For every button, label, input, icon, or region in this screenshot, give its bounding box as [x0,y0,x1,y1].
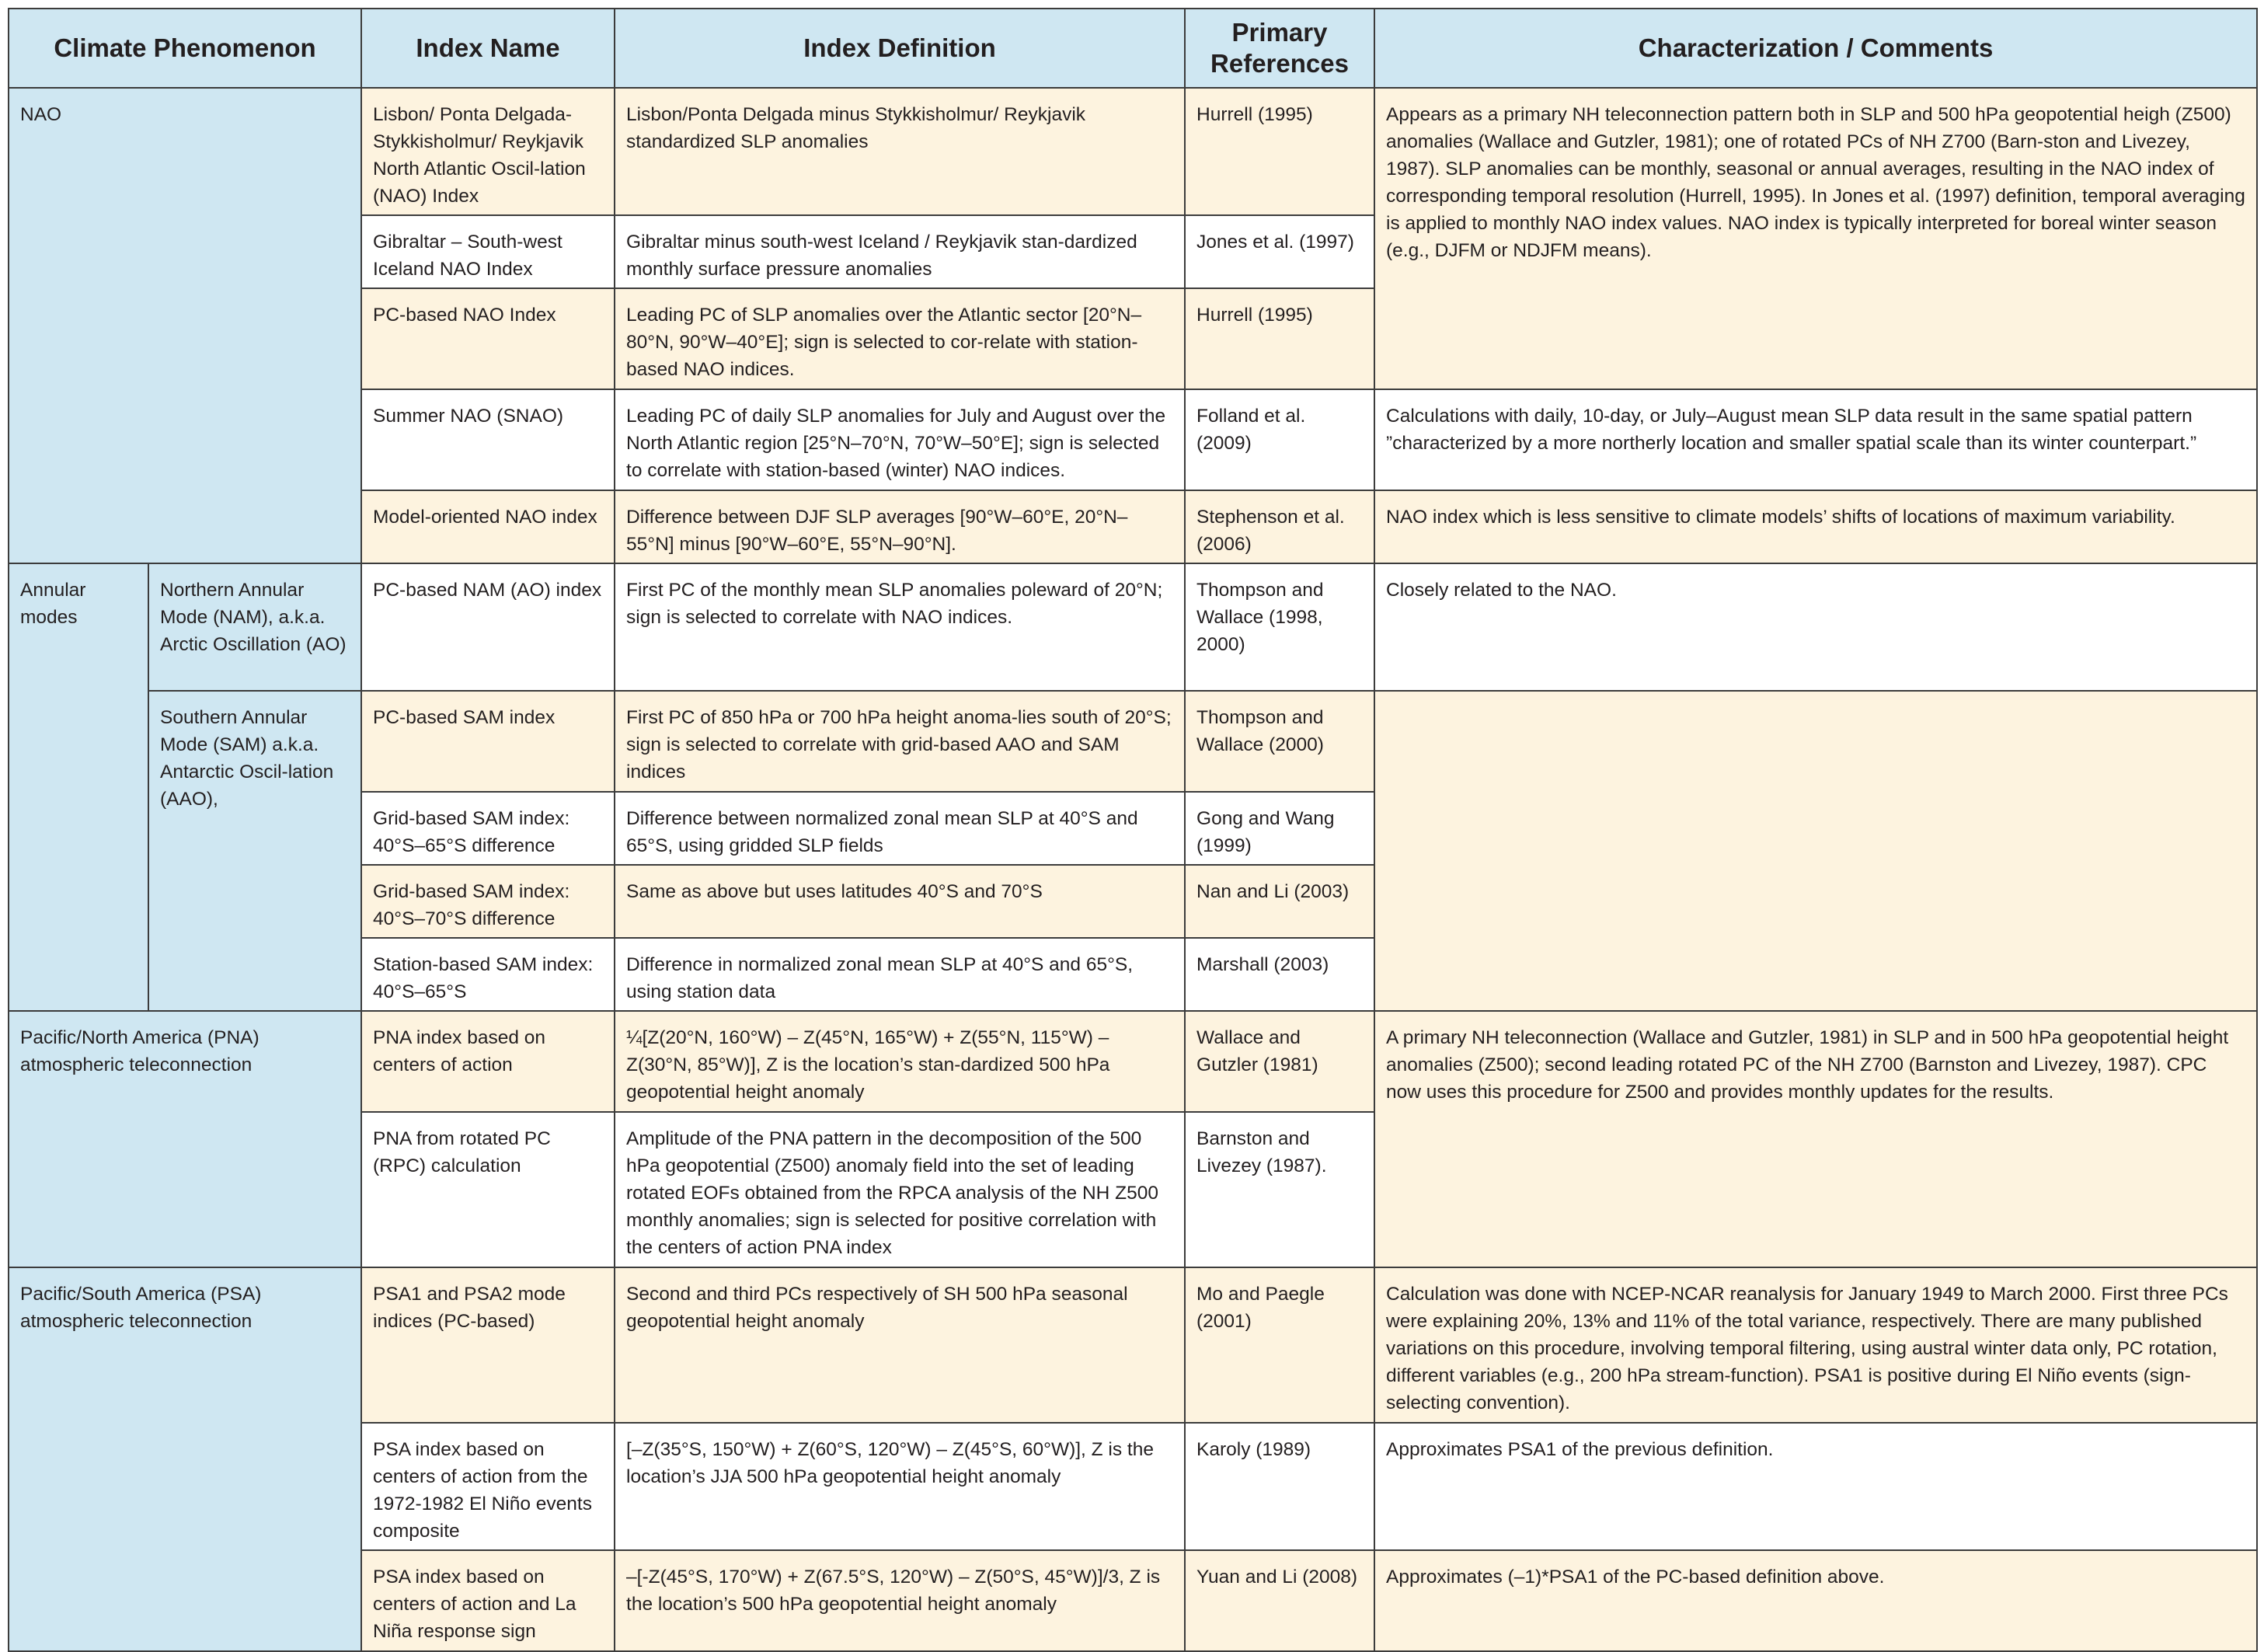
reference-cell: Folland et al. (2009) [1185,389,1374,490]
reference-cell: Mo and Paegle (2001) [1185,1267,1374,1423]
definition-cell: First PC of the monthly mean SLP anomalies poleward of 20°N; sign is selected to correlate with NAO indices. [615,563,1185,691]
reference-cell: Jones et al. (1997) [1185,215,1374,288]
index-name-cell: PC-based SAM index [361,691,615,792]
reference-cell: Wallace and Gutzler (1981) [1185,1011,1374,1112]
reference-cell: Nan and Li (2003) [1185,865,1374,938]
header-comments: Characterization / Comments [1374,9,2257,88]
definition-cell: Same as above but uses latitudes 40°S and 70°S [615,865,1185,938]
reference-cell: Karoly (1989) [1185,1423,1374,1550]
definition-cell: Leading PC of daily SLP anomalies for July and August over the North Atlantic region [25°N–70°N, 70°W–50°E]; sign is selected to correlate with station-based (winter) NAO indices. [615,389,1185,490]
definition-cell: Amplitude of the PNA pattern in the decomposition of the 500 hPa geopotential (Z500) anomaly field into the set of leading rotated EOFs obtained from the RPCA analysis of the NH Z500 monthly anomalies; sign is selected for positive correlation with the centers of action PNA index [615,1112,1185,1267]
index-name-cell: PC-based NAO Index [361,288,615,389]
definition-cell: [–Z(35°S, 150°W) + Z(60°S, 120°W) – Z(45°S, 60°W)], Z is the location’s JJA 500 hPa geopotential height anomaly [615,1423,1185,1550]
definition-cell: Lisbon/Ponta Delgada minus Stykkisholmur/ Reykjavik standardized SLP anomalies [615,88,1185,215]
header-index-name: Index Name [361,9,615,88]
table-row [9,88,2257,215]
reference-cell: Yuan and Li (2008) [1185,1550,1374,1651]
climate-index-table [8,8,2258,1652]
reference-cell: Hurrell (1995) [1185,88,1374,215]
reference-cell: Thompson and Wallace (1998, 2000) [1185,563,1374,691]
definition-cell: –[-Z(45°S, 170°W) + Z(67.5°S, 120°W) – Z(50°S, 45°W)]/3, Z is the location’s 500 hPa geopotential height anomaly [615,1550,1185,1651]
group-annular-modes: Annular modes [9,563,148,1011]
header-phenomenon: Climate Phenomenon [9,9,361,88]
reference-cell: Hurrell (1995) [1185,288,1374,389]
comment-cell-psa2: Approximates PSA1 of the previous definition. [1374,1423,2257,1550]
index-name-cell: Grid-based SAM index: 40°S–70°S difference [361,865,615,938]
comment-cell-model: NAO index which is less sensitive to climate models’ shifts of locations of maximum variability. [1374,490,2257,563]
comment-cell-sam [1374,691,2257,1011]
header-references: Primary References [1185,9,1374,88]
index-name-cell: Station-based SAM index: 40°S–65°S [361,938,615,1011]
definition-cell: First PC of 850 hPa or 700 hPa height anoma-lies south of 20°S; sign is selected to correlate with grid-based AAO and SAM indices [615,691,1185,792]
definition-cell: ¼[Z(20°N, 160°W) – Z(45°N, 165°W) + Z(55°N, 115°W) – Z(30°N, 85°W)], Z is the location’s stan-dardized 500 hPa geopotential height anomaly [615,1011,1185,1112]
reference-cell: Marshall (2003) [1185,938,1374,1011]
comment-cell-psa1: Calculation was done with NCEP-NCAR reanalysis for January 1949 to March 2000. First three PCs were explaining 20%, 13% and 11% of the total variance, respectively. There are many published variations on this procedure, involving temporal filtering, using austral winter data only, PC rotation, different variables (e.g., 200 hPa stream-function). PSA1 is positive during El Niño events (sign-selecting convention). [1374,1267,2257,1423]
index-name-cell: Grid-based SAM index: 40°S–65°S difference [361,792,615,865]
comment-cell-psa3: Approximates (–1)*PSA1 of the PC-based definition above. [1374,1550,2257,1651]
table-row [9,1011,2257,1112]
index-name-cell: PSA index based on centers of action from the 1972-1982 El Niño events composite [361,1423,615,1550]
subgroup-sam: Southern Annular Mode (SAM) a.k.a. Antarctic Oscil-lation (AAO), [148,691,361,1011]
group-psa: Pacific/South America (PSA) atmospheric teleconnection [9,1267,361,1651]
index-name-cell: PSA1 and PSA2 mode indices (PC-based) [361,1267,615,1423]
reference-cell: Stephenson et al. (2006) [1185,490,1374,563]
header-definition: Index Definition [615,9,1185,88]
header-row [9,9,2257,88]
table-row [9,563,2257,691]
index-name-cell: Lisbon/ Ponta Delgada-Stykkisholmur/ Reykjavik North Atlantic Oscil-lation (NAO) Index [361,88,615,215]
subgroup-nam: Northern Annular Mode (NAM), a.k.a. Arctic Oscillation (AO) [148,563,361,691]
comment-cell-pna: A primary NH teleconnection (Wallace and Gutzler, 1981) in SLP and in 500 hPa geopotential height anomalies (Z500); second leading rotated PC of the NH Z700 (Barnston and Livezey, 1987). CPC now uses this procedure for Z500 and provides monthly updates for the results. [1374,1011,2257,1267]
index-name-cell: Model-oriented NAO index [361,490,615,563]
group-nao: NAO [9,88,361,563]
definition-cell: Difference between normalized zonal mean SLP at 40°S and 65°S, using gridded SLP fields [615,792,1185,865]
index-name-cell: PNA from rotated PC (RPC) calculation [361,1112,615,1267]
index-name-cell: Gibraltar – South-west Iceland NAO Index [361,215,615,288]
group-pna: Pacific/North America (PNA) atmospheric teleconnection [9,1011,361,1267]
reference-cell: Gong and Wang (1999) [1185,792,1374,865]
definition-cell: Difference between DJF SLP averages [90°W–60°E, 20°N–55°N] minus [90°W–60°E, 55°N–90°N]. [615,490,1185,563]
definition-cell: Difference in normalized zonal mean SLP at 40°S and 65°S, using station data [615,938,1185,1011]
index-name-cell: PNA index based on centers of action [361,1011,615,1112]
comment-cell-nam: Closely related to the NAO. [1374,563,2257,691]
index-name-cell: PSA index based on centers of action and La Niña response sign [361,1550,615,1651]
comment-cell-nao: Appears as a primary NH teleconnection pattern both in SLP and 500 hPa geopotential heigh (Z500) anomalies (Wallace and Gutzler, 1981); one of rotated PCs of NH Z700 (Barn-ston and Livezey, 1987). SLP anomalies can be monthly, seasonal or annual averages, resulting in the NAO index of corresponding temporal resolution (Hurrell, 1995). In Jones et al. (1997) definition, temporal averaging is applied to monthly NAO index values. NAO index is typically interpreted for boreal winter season (e.g., DJFM or NDJFM means). [1374,88,2257,389]
comment-cell-snao: Calculations with daily, 10-day, or July–August mean SLP data result in the same spatial pattern ”characterized by a more northerly location and smaller spatial scale than its winter counterpart.” [1374,389,2257,490]
index-name-cell: Summer NAO (SNAO) [361,389,615,490]
definition-cell: Gibraltar minus south-west Iceland / Reykjavik stan-dardized monthly surface pressure anomalies [615,215,1185,288]
reference-cell: Thompson and Wallace (2000) [1185,691,1374,792]
definition-cell: Second and third PCs respectively of SH 500 hPa seasonal geopotential height anomaly [615,1267,1185,1423]
reference-cell: Barnston and Livezey (1987). [1185,1112,1374,1267]
table-row [9,691,2257,792]
definition-cell: Leading PC of SLP anomalies over the Atlantic sector [20°N–80°N, 90°W–40°E]; sign is selected to cor-relate with station-based NAO indices. [615,288,1185,389]
climate-index-table-container [8,8,2256,1652]
index-name-cell: PC-based NAM (AO) index [361,563,615,691]
table-row [9,1267,2257,1423]
